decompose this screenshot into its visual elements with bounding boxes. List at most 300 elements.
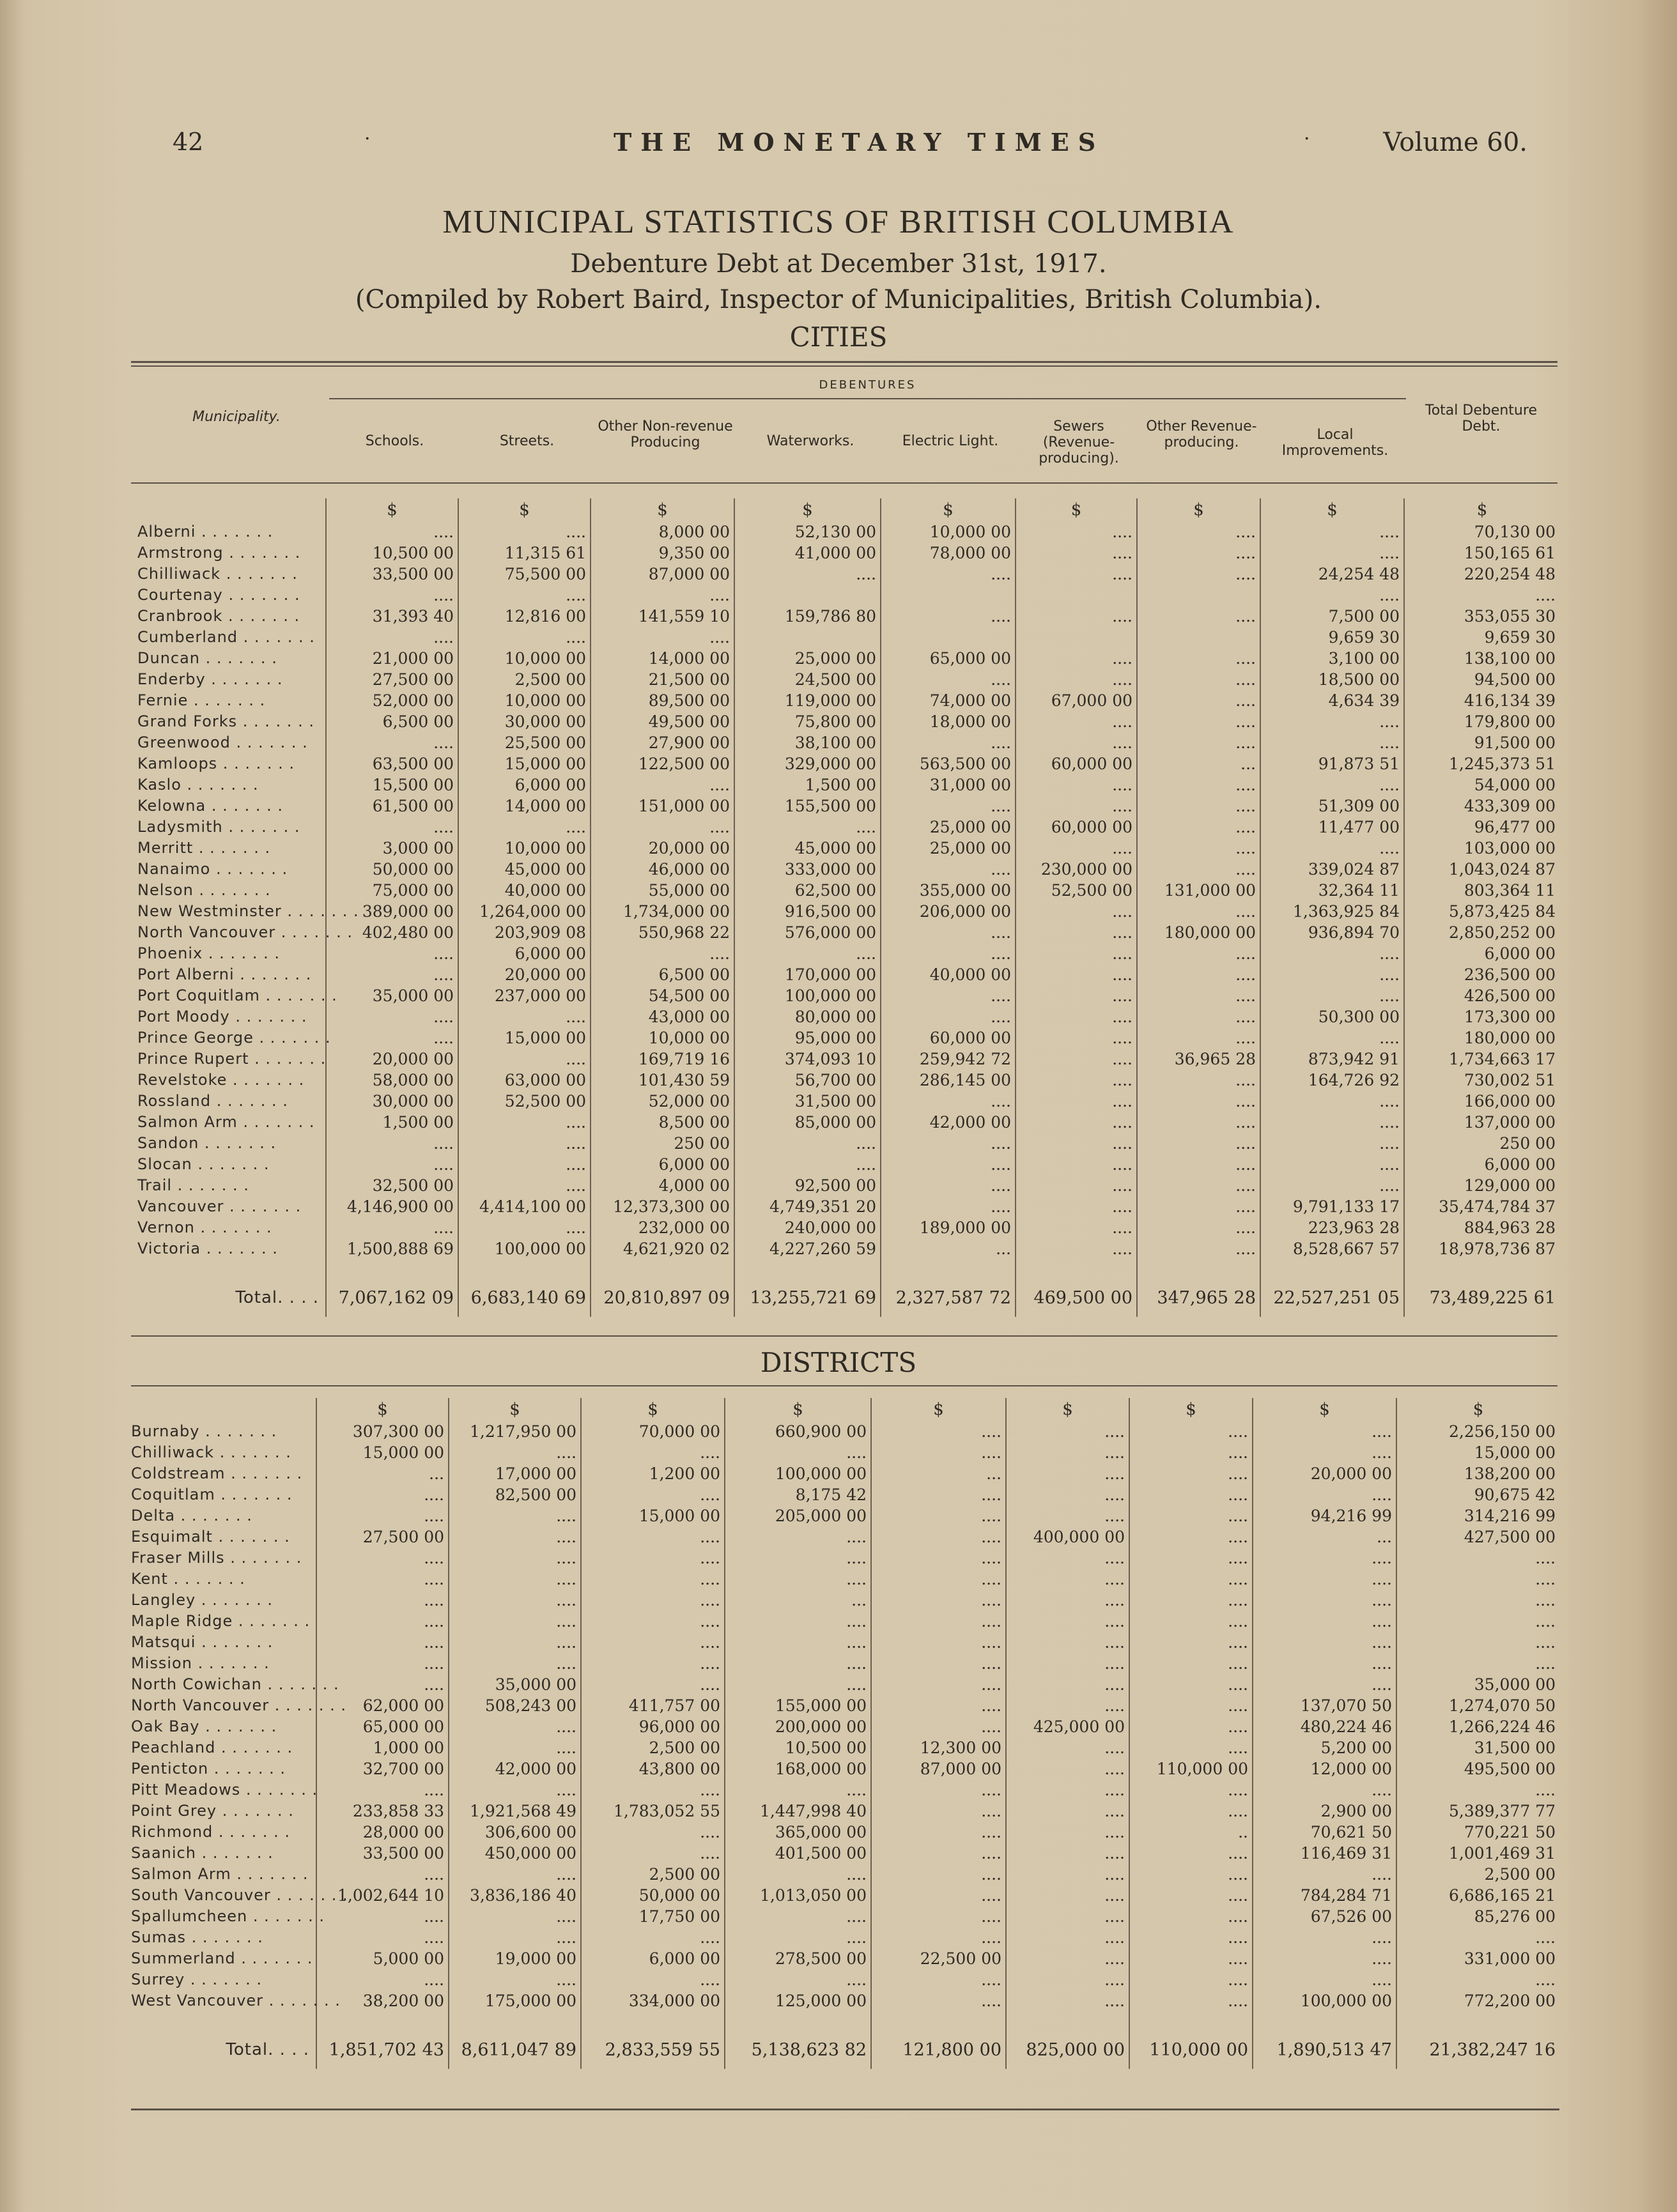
table-cell: .... <box>1129 1674 1253 1695</box>
municipality-name: Chilliwack . . . . . . . <box>137 564 326 585</box>
section-heading-cities: CITIES <box>789 321 888 353</box>
table-cell: 480,224 46 <box>1253 1716 1396 1737</box>
municipality-name: Kelowna . . . . . . . <box>137 795 326 817</box>
municipality-name: Vernon . . . . . . . <box>137 1217 326 1238</box>
table-cell: 1,500,888 69 <box>326 1238 458 1259</box>
table-cell: 1,002,644 10 <box>316 1885 449 1906</box>
table-cell: 155,000 00 <box>725 1695 871 1716</box>
table-cell: .... <box>1253 1674 1396 1695</box>
table-cell: .... <box>1137 1154 1260 1175</box>
table-row <box>131 1885 1559 1906</box>
table-cell: .... <box>1129 1484 1253 1505</box>
table-cell: .... <box>871 1526 1006 1548</box>
table-cell: 38,100 00 <box>734 732 881 753</box>
municipality-name: Revelstoke . . . . . . . <box>137 1070 326 1091</box>
table-cell: 94,216 99 <box>1253 1505 1396 1526</box>
table-cell: 3,000 00 <box>326 838 458 859</box>
table-cell: .... <box>326 521 458 542</box>
table-cell: .... <box>1016 1070 1137 1091</box>
table-cell: 355,000 00 <box>881 880 1016 901</box>
table-cell: 129,000 00 <box>1464 1176 1556 1195</box>
top-rule <box>131 361 1557 363</box>
table-cell: .... <box>1260 985 1404 1006</box>
table-cell: .... <box>458 1048 591 1070</box>
table-cell: .... <box>1016 521 1137 542</box>
table-cell: 137,070 50 <box>1253 1695 1396 1716</box>
table-row <box>137 606 1559 627</box>
table-cell: .... <box>725 1632 871 1653</box>
municipality-name: South Vancouver . . . . . . . <box>131 1885 316 1906</box>
table-cell: 4,146,900 00 <box>326 1196 458 1217</box>
table-cell: 314,216 99 <box>1464 1507 1556 1525</box>
table-cell: 2,500 00 <box>1484 1865 1556 1884</box>
table-cell: .... <box>1260 711 1404 732</box>
total-cell: 13,255,721 69 <box>734 1279 881 1317</box>
table-cell: 50,300 00 <box>1260 1006 1404 1027</box>
table-cell: .... <box>1129 1611 1253 1632</box>
table-cell: 27,500 00 <box>316 1526 449 1548</box>
table-cell: .... <box>458 1133 591 1154</box>
table-cell: 250 00 <box>591 1133 734 1154</box>
table-cell: .... <box>725 1653 871 1674</box>
table-cell: 770,221 50 <box>1464 1823 1556 1841</box>
table-cell: .... <box>1006 1822 1129 1843</box>
table-cell: 1,500 00 <box>734 774 881 795</box>
table-row <box>137 711 1559 732</box>
bottom-rule <box>131 2108 1559 2110</box>
table-row <box>137 1027 1559 1048</box>
table-cell: 43,800 00 <box>581 1758 725 1779</box>
table-cell: .... <box>734 1154 881 1175</box>
table-cell: 60,000 00 <box>1016 753 1137 774</box>
table-cell: 12,373,300 00 <box>591 1196 734 1217</box>
table-cell: .... <box>326 1006 458 1027</box>
total-row <box>131 2031 1559 2069</box>
table-cell: .... <box>871 1990 1006 2011</box>
municipality-name: Merritt . . . . . . . <box>137 838 326 859</box>
table-cell: .... <box>1137 1112 1260 1133</box>
table-cell: 70,621 50 <box>1253 1822 1396 1843</box>
table-cell: 12,000 00 <box>1253 1758 1396 1779</box>
table-cell: 25,000 00 <box>881 838 1016 859</box>
table-cell: 85,000 00 <box>734 1112 881 1133</box>
table-cell: .... <box>449 1716 581 1737</box>
table-cell: .... <box>316 1927 449 1948</box>
table-cell: 166,000 00 <box>1464 1092 1556 1110</box>
table-cell: 82,500 00 <box>449 1484 581 1505</box>
table-cell: .... <box>881 859 1016 880</box>
table-row <box>131 1990 1559 2011</box>
table-cell: 333,000 00 <box>734 859 881 880</box>
table-cell: .... <box>1260 774 1404 795</box>
table-cell: .... <box>449 1864 581 1885</box>
table-cell <box>734 585 881 606</box>
table-cell: 75,000 00 <box>326 880 458 901</box>
table-cell: 31,500 00 <box>734 1091 881 1112</box>
table-cell: .... <box>1129 1695 1253 1716</box>
table-cell: .... <box>1260 585 1404 606</box>
table-cell: .... <box>326 1154 458 1175</box>
table-cell: .... <box>1137 795 1260 817</box>
table-row <box>137 1048 1559 1070</box>
table-cell: 307,300 00 <box>316 1421 449 1442</box>
table-cell: 1,043,024 87 <box>1449 860 1556 879</box>
table-cell: 5,200 00 <box>1253 1737 1396 1758</box>
municipality-name: Delta . . . . . . . <box>131 1505 316 1526</box>
dollar-sign: $ <box>581 1398 725 1421</box>
table-cell: .... <box>725 1442 871 1463</box>
table-cell: .... <box>871 1590 1006 1611</box>
table-cell: .... <box>1137 606 1260 627</box>
table-cell: .... <box>1260 1175 1404 1196</box>
col-sewers: Sewers (Revenue-producing). <box>1039 419 1119 466</box>
table-cell: 425,000 00 <box>1006 1716 1129 1737</box>
table-cell: .... <box>1253 1569 1396 1590</box>
table-cell: .... <box>1016 1175 1137 1196</box>
dollar-sign: $ <box>1129 1398 1253 1421</box>
table-cell: .... <box>1253 1442 1396 1463</box>
table-cell: 1,217,950 00 <box>449 1421 581 1442</box>
table-cell: 67,526 00 <box>1253 1906 1396 1927</box>
municipality-name: Enderby . . . . . . . <box>137 669 326 690</box>
table-cell: .... <box>1535 1570 1556 1588</box>
table-cell: .... <box>1006 1505 1129 1526</box>
municipality-name: Salmon Arm . . . . . . . <box>131 1864 316 1885</box>
table-row <box>131 1843 1559 1864</box>
table-cell: 52,130 00 <box>734 521 881 542</box>
table-cell: .... <box>881 985 1016 1006</box>
table-cell: 2,900 00 <box>1253 1801 1396 1822</box>
table-cell: .... <box>1129 1990 1253 2011</box>
table-cell: 200,000 00 <box>725 1716 871 1737</box>
table-cell: .... <box>1137 669 1260 690</box>
table-cell: 259,942 72 <box>881 1048 1016 1070</box>
table-cell: .... <box>1016 964 1137 985</box>
table-cell: .... <box>1137 1196 1260 1217</box>
total-cell: 1,890,513 47 <box>1253 2031 1396 2069</box>
table-cell: .... <box>1006 1548 1129 1569</box>
debentures-heading: DEBENTURES <box>819 378 916 392</box>
table-cell: 173,300 00 <box>1464 1008 1556 1026</box>
table-cell: 63,500 00 <box>326 753 458 774</box>
table-cell: .... <box>326 627 458 648</box>
table-cell: .... <box>881 1175 1016 1196</box>
table-cell: .... <box>881 564 1016 585</box>
table-cell: 17,750 00 <box>581 1906 725 1927</box>
districts-table <box>131 1398 1559 2069</box>
table-cell: 189,000 00 <box>881 1217 1016 1238</box>
table-cell: 20,000 00 <box>591 838 734 859</box>
table-cell: .... <box>1137 817 1260 838</box>
table-row <box>137 542 1559 564</box>
table-cell: 45,000 00 <box>458 859 591 880</box>
table-cell: 36,965 28 <box>1137 1048 1260 1070</box>
table-cell: 15,000 00 <box>458 753 591 774</box>
dollar-sign: $ <box>316 1398 449 1421</box>
table-cell: .... <box>1260 964 1404 985</box>
table-cell: 27,500 00 <box>326 669 458 690</box>
table-cell: 80,000 00 <box>734 1006 881 1027</box>
table-cell: 28,000 00 <box>316 1822 449 1843</box>
table-cell: 50,000 00 <box>581 1885 725 1906</box>
table-row <box>137 1133 1559 1154</box>
table-cell: .... <box>881 1091 1016 1112</box>
table-cell: .... <box>725 1526 871 1548</box>
table-cell: 6,500 00 <box>326 711 458 732</box>
dollar-sign: $ <box>734 498 881 521</box>
table-cell: .... <box>1006 1885 1129 1906</box>
table-cell: .... <box>581 1653 725 1674</box>
table-cell: 168,000 00 <box>725 1758 871 1779</box>
dollar-sign: $ <box>449 1398 581 1421</box>
table-cell: .... <box>316 1548 449 1569</box>
municipality-name: Peachland . . . . . . . <box>131 1737 316 1758</box>
dollar-sign: $ <box>591 498 734 521</box>
municipality-name: Trail . . . . . . . <box>137 1175 326 1196</box>
table-row <box>137 648 1559 669</box>
table-cell: .... <box>725 1864 871 1885</box>
table-cell: .... <box>1016 1196 1137 1217</box>
table-cell: 4,414,100 00 <box>458 1196 591 1217</box>
table-cell: 46,000 00 <box>591 859 734 880</box>
table-cell: .... <box>1016 648 1137 669</box>
table-cell: .... <box>316 1906 449 1927</box>
table-row <box>131 1822 1559 1843</box>
running-header: 42 · THE MONETARY TIMES · Volume 60. <box>173 128 1527 157</box>
table-cell: .... <box>581 1969 725 1990</box>
table-cell: .... <box>326 943 458 964</box>
municipality-name: Oak Bay . . . . . . . <box>131 1716 316 1737</box>
dollar-sign-row <box>137 498 1559 521</box>
table-cell: 365,000 00 <box>725 1822 871 1843</box>
table-cell: 31,000 00 <box>881 774 1016 795</box>
table-cell: 21,000 00 <box>326 648 458 669</box>
table-cell: 10,500 00 <box>725 1737 871 1758</box>
table-row <box>131 1526 1559 1548</box>
table-cell: .... <box>1016 838 1137 859</box>
table-cell: .... <box>871 1779 1006 1801</box>
table-cell: 8,500 00 <box>591 1112 734 1133</box>
table-cell: .... <box>1006 1484 1129 1505</box>
table-cell: 54,000 00 <box>1474 776 1556 794</box>
table-cell: .... <box>725 1906 871 1927</box>
table-cell: .... <box>1016 943 1137 964</box>
table-cell: .... <box>1129 1864 1253 1885</box>
table-cell: 1,363,925 84 <box>1260 901 1404 922</box>
total-cell: 110,000 00 <box>1129 2031 1253 2069</box>
table-cell: 4,621,920 02 <box>591 1238 734 1259</box>
table-cell: 96,477 00 <box>1474 818 1556 836</box>
table-cell: .... <box>1535 1549 1556 1567</box>
table-cell: 15,000 00 <box>581 1505 725 1526</box>
table-cell: .... <box>1137 542 1260 564</box>
table-cell: 19,000 00 <box>449 1948 581 1969</box>
table-cell: .... <box>871 1969 1006 1990</box>
table-row <box>131 1421 1559 1442</box>
table-cell: 730,002 51 <box>1464 1071 1556 1089</box>
table-cell: .... <box>1016 732 1137 753</box>
table-cell: 17,000 00 <box>449 1463 581 1484</box>
table-cell: 110,000 00 <box>1129 1758 1253 1779</box>
table-cell: .... <box>1129 1906 1253 1927</box>
table-cell: 10,000 00 <box>591 1027 734 1048</box>
table-cell: 100,000 00 <box>725 1463 871 1484</box>
table-cell: .... <box>725 1779 871 1801</box>
table-cell: .... <box>1129 1843 1253 1864</box>
table-row <box>137 732 1559 753</box>
table-cell: .... <box>725 1569 871 1590</box>
table-cell: .... <box>1129 1779 1253 1801</box>
municipality-name: Nelson . . . . . . . <box>137 880 326 901</box>
table-cell: .... <box>581 1548 725 1569</box>
table-row <box>131 1653 1559 1674</box>
table-row <box>137 627 1559 648</box>
table-cell: .... <box>1006 1611 1129 1632</box>
table-cell: 10,500 00 <box>326 542 458 564</box>
table-cell: .... <box>1260 1027 1404 1048</box>
table-cell: 65,000 00 <box>881 648 1016 669</box>
municipality-name: Ladysmith . . . . . . . <box>137 817 326 838</box>
table-cell: 70,000 00 <box>581 1421 725 1442</box>
table-cell: 30,000 00 <box>326 1091 458 1112</box>
table-cell: .... <box>1253 1421 1396 1442</box>
table-cell: .... <box>581 1779 725 1801</box>
municipality-name: Slocan . . . . . . . <box>137 1154 326 1175</box>
table-row <box>131 1948 1559 1969</box>
municipality-name: Prince Rupert . . . . . . . <box>137 1048 326 1070</box>
table-cell: .... <box>881 922 1016 943</box>
table-cell: .... <box>1535 1970 1556 1989</box>
municipality-name: Phoenix . . . . . . . <box>137 943 326 964</box>
table-cell: .... <box>1253 1590 1396 1611</box>
table-cell: 250 00 <box>1499 1134 1556 1153</box>
table-row <box>137 1070 1559 1091</box>
table-cell: .... <box>1260 1091 1404 1112</box>
table-cell: 1,001,469 31 <box>1449 1844 1556 1863</box>
table-cell: 137,000 00 <box>1464 1113 1556 1132</box>
table-cell: .... <box>1253 1948 1396 1969</box>
table-cell: .... <box>316 1484 449 1505</box>
table-cell: .... <box>1006 1590 1129 1611</box>
table-cell: .... <box>871 1442 1006 1463</box>
table-cell: 916,500 00 <box>734 901 881 922</box>
cities-table <box>137 498 1559 1317</box>
table-cell: 141,559 10 <box>591 606 734 627</box>
table-cell: 240,000 00 <box>734 1217 881 1238</box>
table-cell: 12,816 00 <box>458 606 591 627</box>
municipality-name: Surrey . . . . . . . <box>131 1969 316 1990</box>
dollar-sign-row <box>131 1398 1559 1421</box>
table-cell: 96,000 00 <box>581 1716 725 1737</box>
table-cell: 91,500 00 <box>1474 733 1556 752</box>
table-cell: 89,500 00 <box>591 690 734 711</box>
table-cell: .... <box>316 1611 449 1632</box>
table-row <box>131 1779 1559 1801</box>
table-cell: 1,000 00 <box>316 1737 449 1758</box>
table-cell: 24,254 48 <box>1260 564 1404 585</box>
table-cell: 116,469 31 <box>1253 1843 1396 1864</box>
page-number: 42 <box>173 128 204 156</box>
table-cell: 10,000 00 <box>458 648 591 669</box>
table-cell: 52,000 00 <box>326 690 458 711</box>
dollar-sign: $ <box>725 1398 871 1421</box>
table-cell: .... <box>449 1611 581 1632</box>
table-cell: 576,000 00 <box>734 922 881 943</box>
dollar-sign: $ <box>1006 1398 1129 1421</box>
table-cell: 122,500 00 <box>591 753 734 774</box>
table-cell: 331,000 00 <box>1464 1949 1556 1968</box>
table-cell: .... <box>458 627 591 648</box>
municipality-name: Grand Forks . . . . . . . <box>137 711 326 732</box>
table-cell: .... <box>581 1843 725 1864</box>
table-row <box>131 1969 1559 1990</box>
table-cell: 14,000 00 <box>591 648 734 669</box>
table-row <box>131 1442 1559 1463</box>
table-cell: .... <box>1129 1442 1253 1463</box>
table-cell: .... <box>1137 1175 1260 1196</box>
municipality-name: Rossland . . . . . . . <box>137 1091 326 1112</box>
table-cell: .... <box>1253 1779 1396 1801</box>
table-cell: 2,500 00 <box>458 669 591 690</box>
table-cell: 65,000 00 <box>316 1716 449 1737</box>
table-cell: 63,000 00 <box>458 1070 591 1091</box>
table-cell: .... <box>591 817 734 838</box>
table-cell: .... <box>881 1196 1016 1217</box>
municipality-name: Sandon . . . . . . . <box>137 1133 326 1154</box>
table-cell: 353,055 30 <box>1464 607 1556 626</box>
table-cell: .... <box>1006 1674 1129 1695</box>
table-row <box>131 1695 1559 1716</box>
total-cell: 20,810,897 09 <box>591 1279 734 1317</box>
table-cell: .... <box>1006 1695 1129 1716</box>
municipality-name: Richmond . . . . . . . <box>131 1822 316 1843</box>
municipality-name: Fraser Mills . . . . . . . <box>131 1548 316 1569</box>
table-cell: .... <box>725 1548 871 1569</box>
table-cell: .... <box>326 1217 458 1238</box>
table-cell: 54,500 00 <box>591 985 734 1006</box>
table-row <box>131 1590 1559 1611</box>
table-cell: .... <box>449 1906 581 1927</box>
municipality-name: Salmon Arm . . . . . . . <box>137 1112 326 1133</box>
table-cell: ... <box>725 1590 871 1611</box>
municipality-name: Fernie . . . . . . . <box>137 690 326 711</box>
table-cell: 179,800 00 <box>1464 712 1556 731</box>
municipality-name: North Cowichan . . . . . . . <box>131 1674 316 1695</box>
total-cell: 7,067,162 09 <box>326 1279 458 1317</box>
table-cell: .... <box>1129 1463 1253 1484</box>
section-heading-districts: DISTRICTS <box>760 1347 917 1378</box>
table-cell: .... <box>1260 1133 1404 1154</box>
table-cell: .... <box>1016 606 1137 627</box>
table-cell: 6,000 00 <box>458 943 591 964</box>
table-cell: .... <box>1016 1006 1137 1027</box>
running-title: THE MONETARY TIMES <box>614 128 1105 157</box>
table-cell: .... <box>326 732 458 753</box>
total-cell: 2,833,559 55 <box>581 2031 725 2069</box>
table-cell: .... <box>871 1421 1006 1442</box>
table-cell: 30,000 00 <box>458 711 591 732</box>
table-cell: .... <box>1006 1864 1129 1885</box>
table-cell: .... <box>1535 1633 1556 1652</box>
total-cell: 1,851,702 43 <box>316 2031 449 2069</box>
table-cell: .... <box>1006 1737 1129 1758</box>
total-cell: 6,683,140 69 <box>458 1279 591 1317</box>
municipality-name: Matsqui . . . . . . . <box>131 1632 316 1653</box>
table-cell: 9,659 30 <box>1484 628 1556 647</box>
municipality-name: Port Alberni . . . . . . . <box>137 964 326 985</box>
table-cell: .... <box>1006 1569 1129 1590</box>
table-cell <box>1137 585 1260 606</box>
